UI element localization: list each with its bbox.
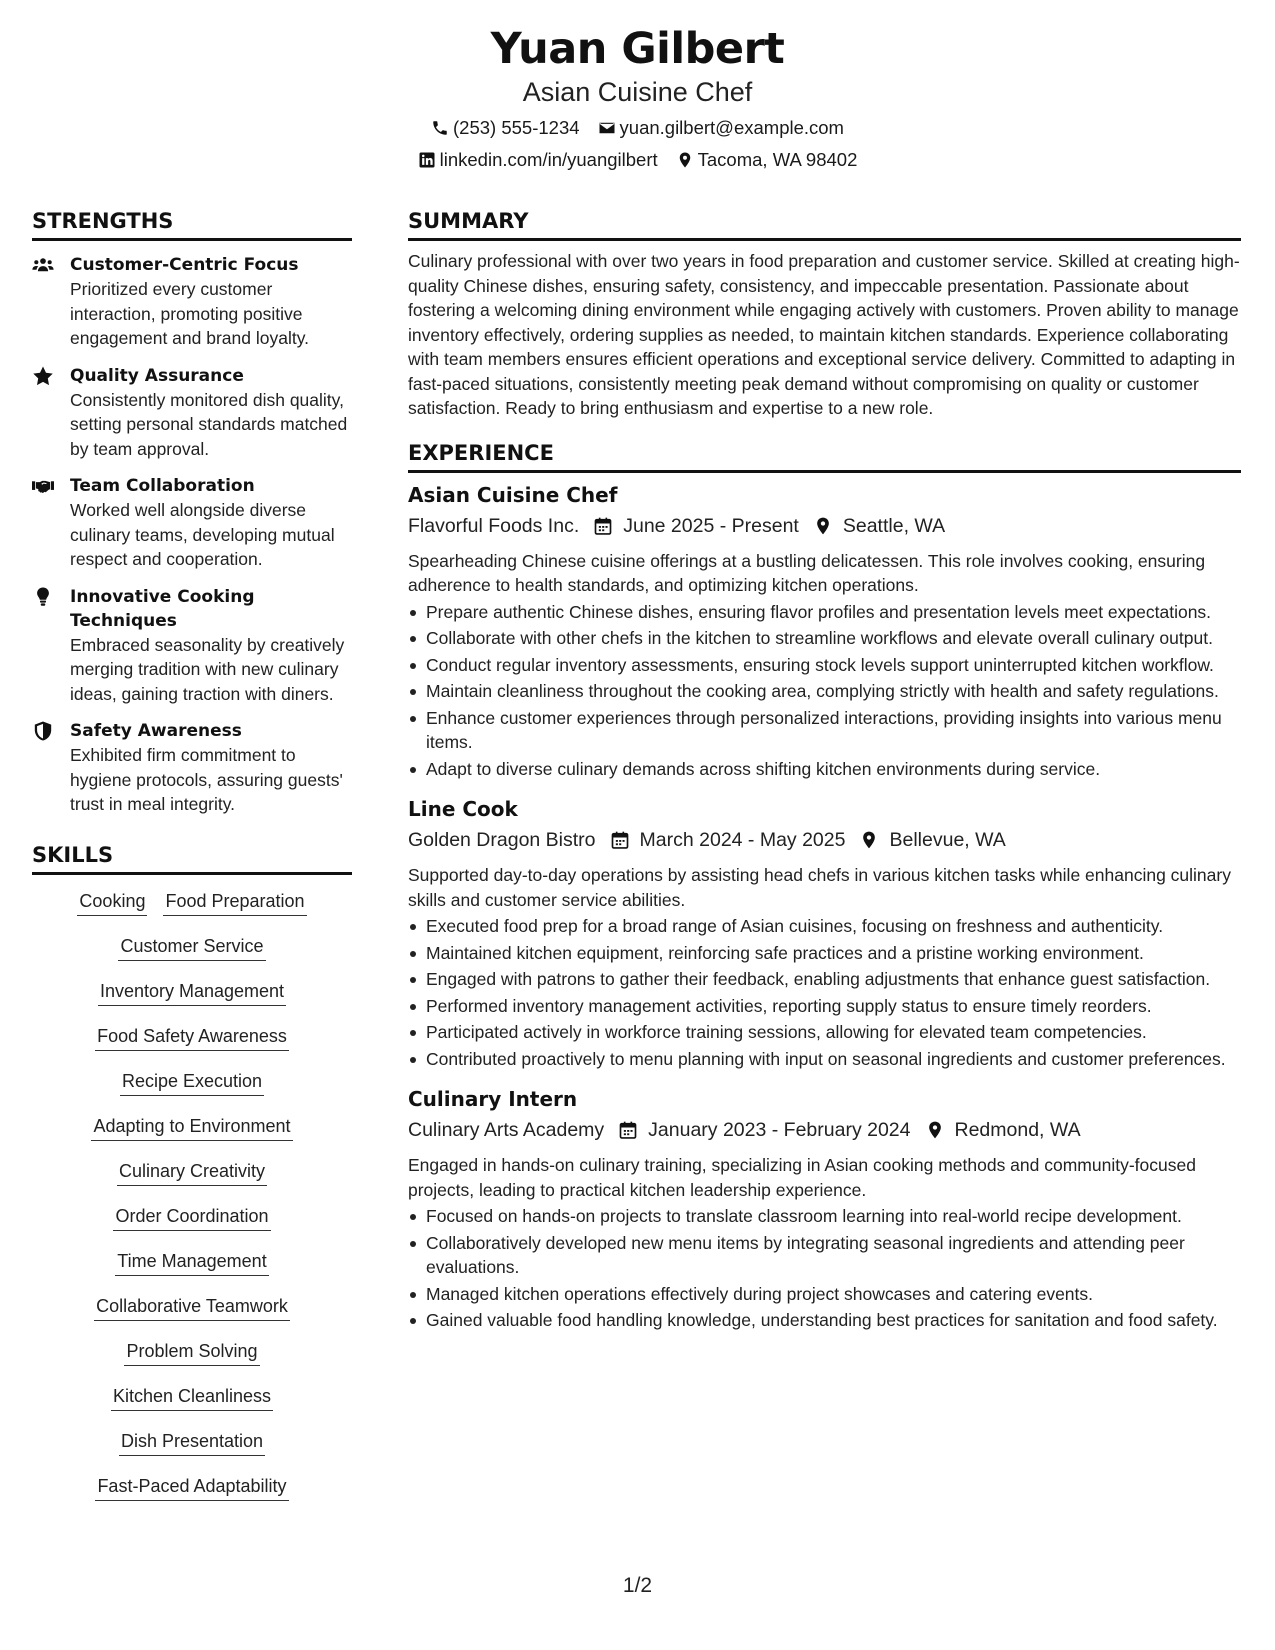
skill-tag: Dish Presentation bbox=[119, 1429, 265, 1456]
job-bullets bbox=[408, 1204, 1241, 1333]
calendar-icon bbox=[618, 1120, 638, 1140]
skill-tag: Cooking bbox=[77, 889, 147, 916]
strengths-list bbox=[32, 253, 352, 817]
map-pin-icon bbox=[925, 1120, 945, 1140]
job-description: Engaged in hands-on culinary training, specializing in Asian cooking methods and community-focused projects, leading to practical kitchen leadership experience. bbox=[408, 1155, 1196, 1200]
experience-heading: EXPERIENCE bbox=[408, 439, 1241, 473]
strengths-heading: STRENGTHS bbox=[32, 207, 352, 241]
skill-tag: Customer Service bbox=[118, 934, 265, 961]
skill-row bbox=[32, 1024, 352, 1069]
calendar-icon bbox=[593, 516, 613, 536]
users-icon bbox=[32, 255, 54, 275]
job-company: Golden Dragon Bistro bbox=[408, 829, 596, 851]
job-title: Line Cook bbox=[408, 797, 518, 821]
strength-title: Safety Awareness bbox=[70, 721, 242, 741]
location-text: Tacoma, WA 98402 bbox=[697, 149, 858, 170]
strength-item bbox=[32, 474, 352, 572]
job-location: Bellevue, WA bbox=[889, 829, 1006, 851]
contact-phone bbox=[431, 116, 580, 140]
job-entry bbox=[408, 481, 1241, 782]
strength-item bbox=[32, 364, 352, 462]
job-meta bbox=[408, 511, 1241, 541]
job-title: Culinary Intern bbox=[408, 1087, 578, 1111]
list-item: Performed inventory management activities, reporting supply status to ensure timely reorders. bbox=[408, 994, 1241, 1019]
map-pin-icon bbox=[676, 151, 694, 169]
strength-desc: Consistently monitored dish quality, setting personal standards matched by team approval. bbox=[70, 389, 348, 459]
strength-desc: Exhibited firm commitment to hygiene protocols, assuring guests' trust in meal integrity. bbox=[70, 745, 343, 814]
contact-linkedin[interactable] bbox=[418, 148, 658, 172]
strength-title: Team Collaboration bbox=[70, 476, 255, 496]
right-column bbox=[408, 207, 1241, 1335]
strength-desc: Prioritized every customer interaction, promoting positive engagement and brand loyalty. bbox=[70, 279, 310, 348]
map-pin-icon bbox=[859, 830, 879, 850]
skill-row bbox=[32, 1429, 352, 1474]
list-item: Enhance customer experiences through personalized interactions, providing insights into various menu items. bbox=[408, 706, 1241, 755]
job-meta bbox=[408, 825, 1241, 855]
strength-item bbox=[32, 253, 352, 351]
list-item: Adapt to diverse culinary demands across shifting kitchen environments during service. bbox=[408, 757, 1241, 782]
list-item: Focused on hands-on projects to translate classroom learning into real-world recipe development. bbox=[408, 1204, 1241, 1229]
calendar-icon bbox=[610, 830, 630, 850]
skill-row bbox=[32, 1114, 352, 1159]
job-location: Redmond, WA bbox=[954, 1119, 1081, 1141]
list-item: Gained valuable food handling knowledge, understanding best practices for sanitation and food safety. bbox=[408, 1308, 1241, 1333]
skill-tag: Collaborative Teamwork bbox=[94, 1294, 290, 1321]
skill-tag: Culinary Creativity bbox=[117, 1159, 267, 1186]
skill-tag: Kitchen Cleanliness bbox=[111, 1384, 273, 1411]
job-bullets bbox=[408, 600, 1241, 782]
job-meta bbox=[408, 1115, 1241, 1145]
linkedin-icon bbox=[418, 151, 436, 169]
list-item: Participated actively in workforce training sessions, allowing for elevated team competencies. bbox=[408, 1020, 1241, 1045]
summary-text: Culinary professional with over two years in food preparation and customer service. Skilled at creating high-quality Chinese dishes, ensuring safety, consistency, and impeccable presentation. Passionate about fostering a welcoming dining environment while engaging actively with customers. Proven ability to manage inventory effectively, ordering supplies as needed, to maintain kitchen standards. Experience collaborating with team members ensures efficient operations and exceptional service delivery. Committed to adapting in fast-paced situations, consistently meeting peak demand without compromising on quality or customer satisfaction. Ready to bring enthusiasm and expertise to a new role. bbox=[408, 251, 1240, 418]
job-dates: January 2023 - February 2024 bbox=[648, 1119, 911, 1141]
skill-tag: Adapting to Environment bbox=[91, 1114, 292, 1141]
skill-row bbox=[32, 1339, 352, 1384]
job-description: Spearheading Chinese cuisine offerings at a bustling delicatessen. This role involves cooking, ensuring adherence to health standards, and optimizing kitchen operations. bbox=[408, 550, 1206, 595]
skill-tag: Time Management bbox=[115, 1249, 268, 1276]
skill-tag: Recipe Execution bbox=[120, 1069, 264, 1096]
handshake-icon bbox=[32, 476, 54, 496]
job-entry bbox=[408, 1085, 1241, 1333]
candidate-name: Yuan Gilbert bbox=[490, 24, 785, 74]
contact-email[interactable] bbox=[598, 116, 844, 140]
strength-title: Innovative Cooking Techniques bbox=[70, 586, 255, 631]
shield-icon bbox=[32, 721, 54, 741]
job-dates: June 2025 - Present bbox=[623, 514, 799, 537]
skill-row bbox=[32, 1069, 352, 1114]
contact-location bbox=[676, 148, 858, 172]
skill-tag: Food Safety Awareness bbox=[95, 1024, 289, 1051]
list-item: Maintain cleanliness throughout the cooking area, complying strictly with health and safety regulations. bbox=[408, 679, 1241, 704]
strength-desc: Embraced seasonality by creatively merging tradition with new culinary ideas, gaining traction with diners. bbox=[70, 634, 345, 704]
list-item: Prepare authentic Chinese dishes, ensuring flavor profiles and presentation levels meet expectations. bbox=[408, 600, 1241, 625]
skill-tag: Fast-Paced Adaptability bbox=[95, 1474, 288, 1501]
skill-row bbox=[32, 1249, 352, 1294]
strength-item bbox=[32, 585, 352, 707]
job-title: Asian Cuisine Chef bbox=[408, 482, 618, 507]
strength-item bbox=[32, 719, 352, 817]
strength-desc: Worked well alongside diverse culinary teams, developing mutual respect and cooperation. bbox=[70, 500, 335, 569]
job-dates: March 2024 - May 2025 bbox=[639, 829, 846, 851]
skill-tag: Inventory Management bbox=[98, 979, 286, 1006]
envelope-icon bbox=[598, 119, 616, 137]
strength-title: Customer-Centric Focus bbox=[70, 255, 299, 275]
job-company: Flavorful Foods Inc. bbox=[408, 514, 580, 537]
skill-row bbox=[32, 1474, 352, 1519]
skill-row bbox=[32, 934, 352, 979]
list-item: Engaged with patrons to gather their feedback, enabling adjustments that enhance guest satisfaction. bbox=[408, 967, 1241, 992]
skill-row bbox=[32, 1384, 352, 1429]
skill-row bbox=[32, 889, 352, 934]
skill-row bbox=[32, 1294, 352, 1339]
list-item: Maintained kitchen equipment, reinforcing safe practices and a pristine working environment. bbox=[408, 941, 1241, 966]
lightbulb-icon bbox=[32, 587, 54, 607]
strength-title: Quality Assurance bbox=[70, 365, 244, 386]
resume-header bbox=[0, 22, 1275, 172]
summary-heading: SUMMARY bbox=[408, 207, 1241, 241]
star-icon bbox=[32, 366, 54, 386]
job-location: Seattle, WA bbox=[842, 514, 946, 537]
list-item: Collaboratively developed new menu items by integrating seasonal ingredients and attending peer evaluations. bbox=[408, 1231, 1241, 1280]
skills-list bbox=[32, 889, 352, 1519]
skill-row bbox=[32, 979, 352, 1024]
job-company: Culinary Arts Academy bbox=[408, 1119, 605, 1141]
candidate-role: Asian Cuisine Chef bbox=[522, 77, 753, 107]
list-item: Conduct regular inventory assessments, ensuring stock levels support uninterrupted kitchen workflow. bbox=[408, 653, 1241, 678]
email-text[interactable]: yuan.gilbert@example.com bbox=[619, 117, 844, 138]
map-pin-icon bbox=[813, 516, 833, 536]
skills-heading: SKILLS bbox=[32, 841, 352, 875]
skill-tag: Problem Solving bbox=[124, 1339, 259, 1366]
list-item: Collaborate with other chefs in the kitchen to streamline workflows and elevate overall culinary output. bbox=[408, 626, 1241, 651]
contact-row-1 bbox=[0, 116, 1275, 140]
skill-row bbox=[32, 1159, 352, 1204]
skill-tag: Food Preparation bbox=[163, 889, 306, 916]
left-column bbox=[32, 207, 352, 1519]
job-bullets bbox=[408, 914, 1241, 1071]
job-entry bbox=[408, 795, 1241, 1071]
skill-tag: Order Coordination bbox=[113, 1204, 270, 1231]
phone-icon bbox=[431, 119, 449, 137]
list-item: Contributed proactively to menu planning with input on seasonal ingredients and customer preferences. bbox=[408, 1047, 1241, 1072]
contact-row-2 bbox=[0, 148, 1275, 172]
list-item: Managed kitchen operations effectively during project showcases and catering events. bbox=[408, 1282, 1241, 1307]
phone-text: (253) 555-1234 bbox=[453, 117, 580, 138]
skill-row bbox=[32, 1204, 352, 1249]
linkedin-text[interactable]: linkedin.com/in/yuangilbert bbox=[439, 149, 658, 170]
page-number: 1/2 bbox=[622, 1574, 653, 1597]
list-item: Executed food prep for a broad range of Asian cuisines, focusing on freshness and authenticity. bbox=[408, 914, 1241, 939]
job-description: Supported day-to-day operations by assisting head chefs in various kitchen tasks while enhancing culinary skills and customer service abilities. bbox=[408, 865, 1231, 910]
